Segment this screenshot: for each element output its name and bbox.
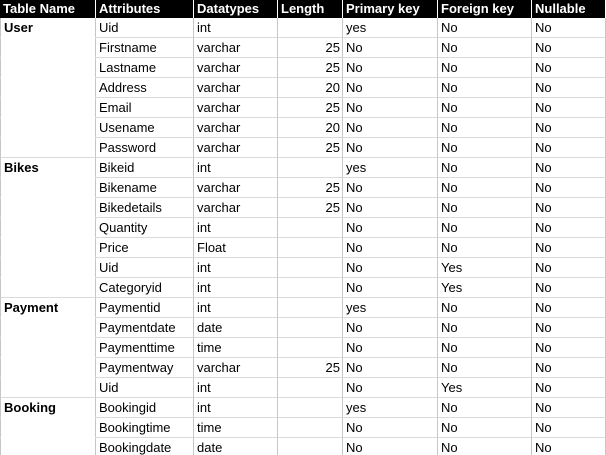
table-name-cell <box>0 118 96 138</box>
table-name-cell <box>0 98 96 118</box>
nullable-cell: No <box>532 378 606 398</box>
primary-key-cell: yes <box>343 158 438 178</box>
foreign-key-cell: No <box>438 38 532 58</box>
length-cell: 25 <box>278 38 343 58</box>
header-nullable: Nullable <box>532 0 606 18</box>
primary-key-cell: No <box>343 338 438 358</box>
length-cell <box>278 318 343 338</box>
attribute-cell: Usename <box>96 118 194 138</box>
length-cell <box>278 438 343 455</box>
primary-key-cell: yes <box>343 398 438 418</box>
attribute-cell: Price <box>96 238 194 258</box>
primary-key-cell: No <box>343 218 438 238</box>
foreign-key-cell: No <box>438 118 532 138</box>
datatype-cell: int <box>194 258 278 278</box>
foreign-key-cell: No <box>438 238 532 258</box>
table-name-cell <box>0 38 96 58</box>
length-cell <box>278 338 343 358</box>
header-datatypes: Datatypes <box>194 0 278 18</box>
table-row <box>0 238 606 258</box>
datatype-cell: varchar <box>194 58 278 78</box>
table-name-cell <box>0 178 96 198</box>
datatype-cell: time <box>194 418 278 438</box>
foreign-key-cell: Yes <box>438 278 532 298</box>
table-name-cell <box>0 78 96 98</box>
nullable-cell: No <box>532 78 606 98</box>
foreign-key-cell: No <box>438 318 532 338</box>
foreign-key-cell: No <box>438 138 532 158</box>
header-table-name: Table Name <box>0 0 96 18</box>
length-cell: 20 <box>278 118 343 138</box>
table-name-cell <box>0 318 96 338</box>
primary-key-cell: No <box>343 278 438 298</box>
length-cell: 25 <box>278 178 343 198</box>
length-cell <box>278 378 343 398</box>
table-row <box>0 218 606 238</box>
nullable-cell: No <box>532 338 606 358</box>
nullable-cell: No <box>532 258 606 278</box>
datatype-cell: date <box>194 318 278 338</box>
table-name-cell <box>0 238 96 258</box>
foreign-key-cell: No <box>438 298 532 318</box>
table-name-cell <box>0 338 96 358</box>
primary-key-cell: yes <box>343 18 438 38</box>
foreign-key-cell: No <box>438 398 532 418</box>
length-cell: 25 <box>278 58 343 78</box>
length-cell <box>278 18 343 38</box>
table-name-cell <box>0 278 96 298</box>
nullable-cell: No <box>532 358 606 378</box>
length-cell <box>278 238 343 258</box>
datatype-cell: int <box>194 218 278 238</box>
nullable-cell: No <box>532 158 606 178</box>
table-row <box>0 278 606 298</box>
length-cell: 25 <box>278 198 343 218</box>
attribute-cell: Quantity <box>96 218 194 238</box>
datatype-cell: varchar <box>194 138 278 158</box>
table-row <box>0 398 606 418</box>
foreign-key-cell: Yes <box>438 378 532 398</box>
nullable-cell: No <box>532 178 606 198</box>
table-row <box>0 338 606 358</box>
foreign-key-cell: No <box>438 98 532 118</box>
attribute-cell: Uid <box>96 258 194 278</box>
primary-key-cell: No <box>343 138 438 158</box>
table-name-cell <box>0 58 96 78</box>
table-name-cell: Payment <box>0 298 96 318</box>
datatype-cell: int <box>194 398 278 418</box>
attribute-cell: Categoryid <box>96 278 194 298</box>
table-row <box>0 438 606 455</box>
table-name-cell <box>0 198 96 218</box>
attribute-cell: Bikename <box>96 178 194 198</box>
length-cell <box>278 218 343 238</box>
attribute-cell: Paymentway <box>96 358 194 378</box>
attribute-cell: Firstname <box>96 38 194 58</box>
nullable-cell: No <box>532 58 606 78</box>
foreign-key-cell: No <box>438 358 532 378</box>
table-row <box>0 358 606 378</box>
datatype-cell: Float <box>194 238 278 258</box>
foreign-key-cell: No <box>438 198 532 218</box>
attribute-cell: Bookingdate <box>96 438 194 455</box>
table-name-cell <box>0 438 96 455</box>
datatype-cell: varchar <box>194 178 278 198</box>
datatype-cell: date <box>194 438 278 455</box>
table-row <box>0 118 606 138</box>
nullable-cell: No <box>532 438 606 455</box>
datatype-cell: int <box>194 378 278 398</box>
primary-key-cell: No <box>343 118 438 138</box>
table-row <box>0 138 606 158</box>
table-row <box>0 198 606 218</box>
table-row <box>0 158 606 178</box>
nullable-cell: No <box>532 298 606 318</box>
length-cell <box>278 158 343 178</box>
table-row <box>0 318 606 338</box>
nullable-cell: No <box>532 198 606 218</box>
foreign-key-cell: No <box>438 338 532 358</box>
attribute-cell: Address <box>96 78 194 98</box>
attribute-cell: Paymentdate <box>96 318 194 338</box>
datatype-cell: int <box>194 278 278 298</box>
table-name-cell <box>0 138 96 158</box>
datatype-cell: varchar <box>194 198 278 218</box>
nullable-cell: No <box>532 238 606 258</box>
nullable-cell: No <box>532 98 606 118</box>
length-cell <box>278 398 343 418</box>
header-primary-key: Primary key <box>343 0 438 18</box>
attribute-cell: Bookingtime <box>96 418 194 438</box>
attribute-cell: Lastname <box>96 58 194 78</box>
primary-key-cell: No <box>343 98 438 118</box>
primary-key-cell: No <box>343 198 438 218</box>
length-cell <box>278 258 343 278</box>
datatype-cell: time <box>194 338 278 358</box>
primary-key-cell: No <box>343 38 438 58</box>
attribute-cell: Uid <box>96 378 194 398</box>
table-row <box>0 418 606 438</box>
table-name-cell: Bikes <box>0 158 96 178</box>
table-name-cell <box>0 258 96 278</box>
datatype-cell: varchar <box>194 98 278 118</box>
foreign-key-cell: Yes <box>438 258 532 278</box>
table-name-cell <box>0 418 96 438</box>
primary-key-cell: No <box>343 178 438 198</box>
foreign-key-cell: No <box>438 438 532 455</box>
foreign-key-cell: No <box>438 58 532 78</box>
nullable-cell: No <box>532 118 606 138</box>
attribute-cell: Paymentid <box>96 298 194 318</box>
primary-key-cell: No <box>343 318 438 338</box>
nullable-cell: No <box>532 218 606 238</box>
foreign-key-cell: No <box>438 178 532 198</box>
datatype-cell: int <box>194 298 278 318</box>
nullable-cell: No <box>532 138 606 158</box>
foreign-key-cell: No <box>438 158 532 178</box>
table-body <box>0 18 606 455</box>
foreign-key-cell: No <box>438 218 532 238</box>
nullable-cell: No <box>532 18 606 38</box>
table-row <box>0 258 606 278</box>
header-foreign-key: Foreign key <box>438 0 532 18</box>
attribute-cell: Bookingid <box>96 398 194 418</box>
table-row <box>0 18 606 38</box>
datatype-cell: varchar <box>194 358 278 378</box>
nullable-cell: No <box>532 398 606 418</box>
table-name-cell <box>0 358 96 378</box>
primary-key-cell: No <box>343 258 438 278</box>
table-name-cell: Booking <box>0 398 96 418</box>
length-cell <box>278 278 343 298</box>
length-cell <box>278 298 343 318</box>
foreign-key-cell: No <box>438 418 532 438</box>
nullable-cell: No <box>532 278 606 298</box>
length-cell: 25 <box>278 358 343 378</box>
foreign-key-cell: No <box>438 78 532 98</box>
primary-key-cell: No <box>343 358 438 378</box>
table-row <box>0 178 606 198</box>
attribute-cell: Bikeid <box>96 158 194 178</box>
nullable-cell: No <box>532 38 606 58</box>
primary-key-cell: No <box>343 378 438 398</box>
header-length: Length <box>278 0 343 18</box>
datatype-cell: int <box>194 158 278 178</box>
primary-key-cell: No <box>343 78 438 98</box>
table-row <box>0 58 606 78</box>
primary-key-cell: No <box>343 418 438 438</box>
datatype-cell: int <box>194 18 278 38</box>
attribute-cell: Email <box>96 98 194 118</box>
table-name-cell: User <box>0 18 96 38</box>
length-cell <box>278 418 343 438</box>
attribute-cell: Uid <box>96 18 194 38</box>
header-attributes: Attributes <box>96 0 194 18</box>
length-cell: 25 <box>278 138 343 158</box>
datatype-cell: varchar <box>194 38 278 58</box>
foreign-key-cell: No <box>438 18 532 38</box>
header-row <box>0 0 606 18</box>
table-row <box>0 298 606 318</box>
attribute-cell: Paymenttime <box>96 338 194 358</box>
table-row <box>0 78 606 98</box>
primary-key-cell: No <box>343 438 438 455</box>
length-cell: 20 <box>278 78 343 98</box>
table-name-cell <box>0 218 96 238</box>
primary-key-cell: No <box>343 238 438 258</box>
attribute-cell: Bikedetails <box>96 198 194 218</box>
datatype-cell: varchar <box>194 118 278 138</box>
table-row <box>0 98 606 118</box>
primary-key-cell: yes <box>343 298 438 318</box>
datatype-cell: varchar <box>194 78 278 98</box>
attribute-cell: Password <box>96 138 194 158</box>
primary-key-cell: No <box>343 58 438 78</box>
nullable-cell: No <box>532 418 606 438</box>
table-row <box>0 38 606 58</box>
table-row <box>0 378 606 398</box>
length-cell: 25 <box>278 98 343 118</box>
nullable-cell: No <box>532 318 606 338</box>
table-name-cell <box>0 378 96 398</box>
